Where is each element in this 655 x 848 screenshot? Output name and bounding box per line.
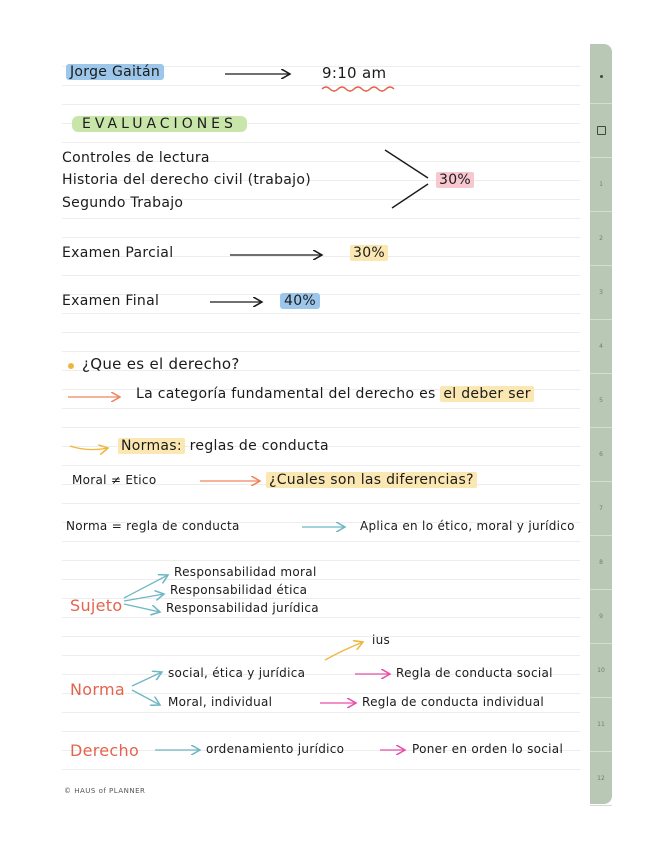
- moral-etico: Moral ≠ Etico: [72, 473, 157, 487]
- sujeto-item: Responsabilidad moral: [174, 565, 317, 579]
- norma-row2-left: Moral, individual: [168, 695, 273, 709]
- arrow-yellow: [325, 642, 363, 660]
- tab-label: 3: [599, 289, 603, 296]
- bracket-stroke: [385, 150, 428, 178]
- time-text: 9:10 am: [322, 64, 387, 82]
- bracket-stroke: [392, 184, 428, 208]
- eval-item: Historia del derecho civil (trabajo): [62, 172, 311, 188]
- diferencias-question: ¿Cuales son las diferencias?: [266, 472, 477, 488]
- norma-definition: Norma = regla de conducta: [66, 519, 240, 533]
- aplica-text: Aplica en lo ético, moral y jurídico: [360, 519, 575, 533]
- bullet-dot: [68, 363, 74, 369]
- tab-label: 5: [599, 397, 603, 404]
- norma-row2-right: Regla de conducta individual: [362, 695, 544, 709]
- note-line: Normas: reglas de conducta: [118, 438, 329, 454]
- evaluaciones-title: EVALUACIONES: [72, 116, 247, 132]
- norma-row1-right: Regla de conducta social: [396, 666, 553, 680]
- tab-label: 4: [599, 343, 603, 350]
- tab-label: 10: [597, 667, 605, 674]
- eval-item: Segundo Trabajo: [62, 195, 184, 211]
- eval-percent: 30%: [436, 172, 474, 188]
- derecho-middle: ordenamiento jurídico: [206, 742, 345, 756]
- derecho-right: Poner en orden lo social: [412, 742, 564, 756]
- parcial-percent: 30%: [350, 245, 388, 261]
- squiggle-underline: [322, 87, 394, 91]
- tab-label: 2: [599, 235, 603, 242]
- norma-row1-left: social, ética y jurídica: [168, 666, 306, 680]
- examen-final: Examen Final: [62, 293, 160, 309]
- note-line: La categoría fundamental del derecho es el deber ser: [136, 386, 534, 402]
- brand-footer: © HAUS of PLANNER: [64, 787, 146, 795]
- sujeto-label: Sujeto: [70, 596, 123, 615]
- arrow-teal: [132, 672, 162, 686]
- tab-label: 12: [597, 775, 605, 782]
- tab-label: 6: [599, 451, 603, 458]
- tab-label: 7: [599, 505, 603, 512]
- arrow-teal: [124, 604, 160, 612]
- norma-label: Norma: [70, 680, 125, 699]
- eval-item: Controles de lectura: [62, 150, 210, 166]
- derecho-label: Derecho: [70, 741, 140, 760]
- question-heading: ¿Que es el derecho?: [82, 355, 240, 373]
- ius-label: ius: [372, 633, 391, 647]
- arrow-yellow: [70, 446, 108, 450]
- tab-label: 1: [599, 181, 603, 188]
- author-name: Jorge Gaitán: [66, 64, 164, 80]
- tab-label: 8: [599, 559, 603, 566]
- tab-label: 9: [599, 613, 603, 620]
- final-percent: 40%: [280, 293, 320, 309]
- sujeto-item: Responsabilidad ética: [170, 583, 308, 597]
- tab-label: 11: [597, 721, 605, 728]
- sujeto-item: Responsabilidad jurídica: [166, 601, 319, 615]
- examen-parcial: Examen Parcial: [62, 245, 174, 261]
- arrow-teal: [132, 690, 160, 705]
